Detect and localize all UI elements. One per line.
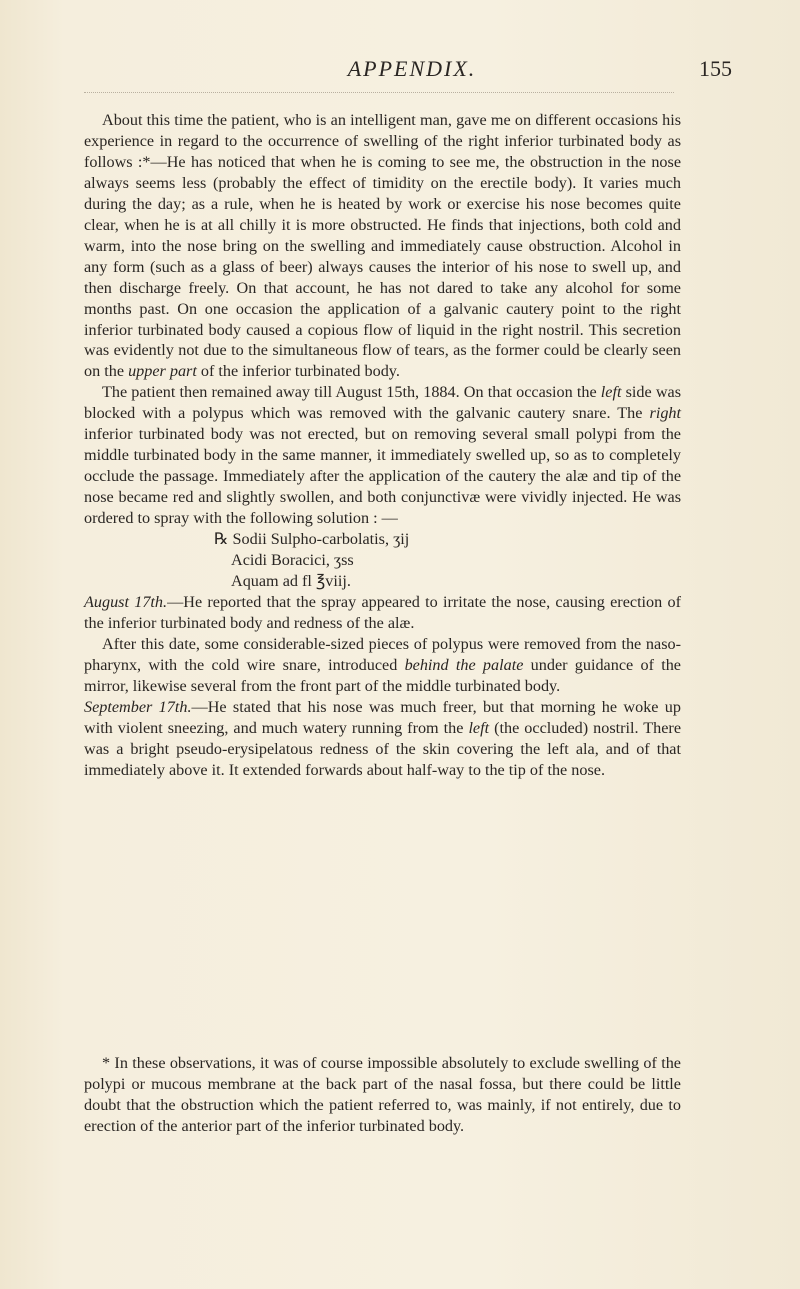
paragraph-text: of the inferior turbinated body. [200,362,400,381]
page-number: 155 [699,56,732,81]
emphasis-text: upper part [128,362,197,381]
paragraph-text: —He stated that his nose was much freer, but that morning he woke up with violent sneezing, and much watery running from the [84,697,681,737]
paragraph-text: under guidance of the mirror, likewise several from the front part of the middle turbinated body. [84,655,681,695]
paragraph-august-17 [84,592,681,634]
emphasis-text: right [649,404,681,423]
entry-date: August 17th. [84,592,168,611]
prescription-line: ℞ Sodii Sulpho-carbolatis, ʒij [214,530,410,549]
paragraph-text: About this time the patient, who is an intelligent man, gave me on different occasions his experience in regard to the occurrence of swelling of the right inferior turbinated body as follows :*—He has noticed that when he is coming to see me, the obstruction in the nose always seems less (probably the effect of timidity on the erectile body). It varies much during the day; as a rule, when he is heated by work or exercise his nose becomes quite clear, when he is at all chilly it is more obstructed. He finds that injections, both cold and warm, into the nose bring on the swelling and immediately cause obstruction. Alcohol in any form (such as a glass of beer) always causes the interior of his nose to swell up, and then discharge freely. On that account, he has not dared to take any alcohol for some months past. On one occasion the application of a galvanic cautery point to the right inferior turbinated body caused a copious flow of liquid in the right nostril. This secretion was evidently not due to the simultaneous flow of tears, as the former could be clearly seen on the [84,111,681,381]
paragraph-observations [84,110,681,382]
footnote-text: * In these observations, it was of course impossible absolutely to exclude swelling of the polypi or mucous membrane at the back part of the nasal fossa, but there could be little doubt that the obstruction which the patient referred to, was mainly, if not entirely, due to erection of the anterior part of the inferior turbinated body. [84,1054,681,1135]
prescription [84,529,681,592]
paragraph-august-15 [84,382,681,529]
paragraph-text: —He reported that the spray appeared to irritate the nose, causing erection of the inferior turbinated body and redness of the alæ. [84,592,681,632]
paragraph-text: side was blocked with a polypus which was removed with the galvanic cautery snare. The [84,383,682,423]
entry-date: September 17th. [84,697,192,716]
paragraph-september-17 [84,697,681,781]
paragraph-text: After this date, some considerable-sized pieces of polypus were removed from the naso-pharynx, with the cold wire snare, introduced [84,634,681,674]
emphasis-text: left [600,383,622,402]
header-rule [84,92,674,94]
paragraph-polypus-removal [84,634,681,697]
prescription-line: Acidi Boracici, ʒss [231,551,354,570]
paragraph-text: (the occluded) nostril. There was a bright pseudo-erysipelatous redness of the skin covering the left ala, and of that immediately above it. It extended forwards about half-way to the tip of the nose. [84,718,682,779]
body-text [84,110,681,781]
emphasis-text: left [468,718,490,737]
page-header [84,50,740,90]
running-title: APPENDIX. [347,56,477,81]
footnote [84,1053,681,1137]
paragraph-text: inferior turbinated body was not erected, but on removing several small polypi from the middle turbinated body in the same manner, it immediately swelled up, so as to completely occlude the passage. Immediately after the application of the cautery the alæ and tip of the nose became red and slightly swollen, and both conjunctivæ were vividly injected. He was ordered to spray with the following solution : — [84,425,681,528]
paragraph-text: The patient then remained away till August 15th, 1884. On that occasion the [102,383,597,402]
emphasis-text: behind the palate [404,655,524,674]
prescription-line: Aquam ad fl ℥viij. [231,571,351,590]
